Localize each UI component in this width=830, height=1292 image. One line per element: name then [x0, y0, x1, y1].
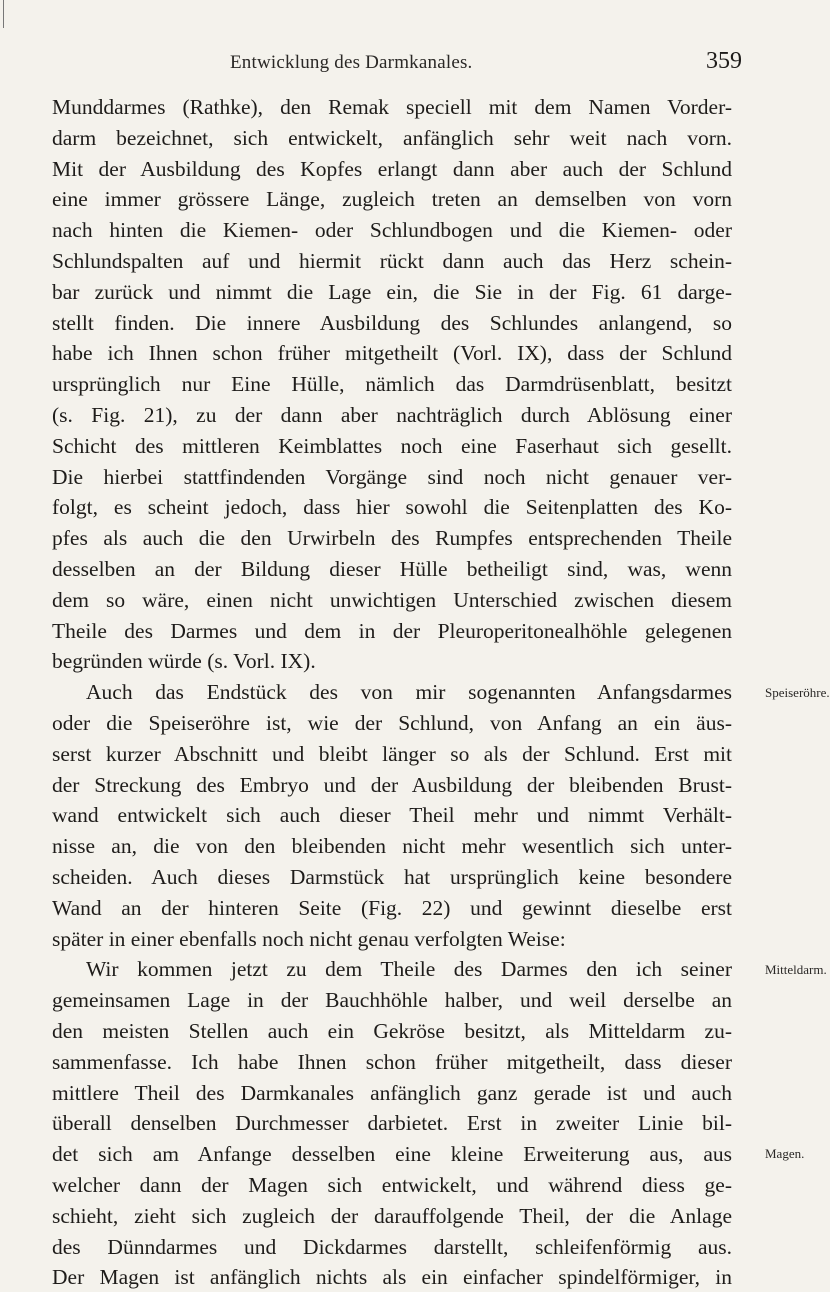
text-line: nach hinten die Kiemen- oder Schlundbogen und die Kiemen- oder	[52, 218, 732, 243]
text-line: Schlundspalten auf und hiermit rückt dann auch das Herz schein-	[52, 249, 732, 273]
text-line: stellt finden. Die innere Ausbildung des Schlundes anlangend, so	[52, 310, 732, 335]
text-line: nisse an, die von den bleibenden nicht mehr wesentlich sich unter-	[52, 834, 732, 859]
text-line: sammenfasse. Ich habe Ihnen schon früher mitgetheilt, dass dieser	[52, 1049, 732, 1074]
text-line: gemeinsamen Lage in der Bauchhöhle halber, und weil derselbe an	[52, 988, 732, 1013]
text-line: Mit der Ausbildung des Kopfes erlangt dann aber auch der Schlund	[52, 156, 732, 181]
text-line: den meisten Stellen auch ein Gekröse besitzt, als Mitteldarm zu-	[52, 1019, 732, 1043]
page-number: 359	[706, 48, 742, 74]
text-line: Die hierbei stattfindenden Vorgänge sind noch nicht genauer ver-	[52, 464, 732, 489]
text-line: desselben an der Bildung dieser Hülle betheiligt sind, was, wenn	[52, 557, 732, 581]
text-line: folgt, es scheint jedoch, dass hier sowohl die Seitenplatten des Ko-	[52, 495, 732, 520]
text-line: Der Magen ist anfänglich nichts als ein einfacher spindelförmiger, in	[52, 1265, 732, 1290]
margin-note-speiserohre: Speiseröhre.	[765, 685, 830, 700]
text-line: des Dünndarmes und Dickdarmes darstellt, schleifenförmig aus.	[52, 1234, 732, 1259]
text-line: Munddarmes (Rathke), den Remak speciell mit dem Namen Vorder-	[52, 95, 732, 119]
text-line: dem so wäre, einen nicht unwichtigen Unterschied zwischen diesem	[52, 587, 732, 612]
page-header	[230, 48, 750, 82]
text-line: Schicht des mittleren Keimblattes noch eine Faserhaut sich gesellt.	[52, 433, 732, 458]
margin-note-magen: Magen.	[765, 1146, 805, 1161]
text-line: Auch das Endstück des von mir sogenannten Anfangsdarmes	[86, 680, 732, 705]
text-line: Wir kommen jetzt zu dem Theile des Darmes den ich seiner	[86, 957, 732, 982]
text-line: wand entwickelt sich auch dieser Theil mehr und nimmt Verhält-	[52, 803, 732, 828]
text-line: Wand an der hinteren Seite (Fig. 22) und gewinnt dieselbe erst	[52, 895, 732, 920]
page-edge-line	[3, 0, 4, 28]
text-line: det sich am Anfange desselben eine kleine Erweiterung aus, aus	[52, 1142, 732, 1167]
text-line: serst kurzer Abschnitt und bleibt länger so als der Schlund. Erst mit	[52, 741, 732, 766]
text-line: später in einer ebenfalls noch nicht genau verfolgten Weise:	[52, 926, 566, 951]
margin-note-mitteldarm: Mitteldarm.	[765, 962, 827, 977]
text-line: mittlere Theil des Darmkanales anfänglich ganz gerade ist und auch	[52, 1080, 732, 1105]
text-line: eine immer grössere Länge, zugleich treten an demselben von vorn	[52, 187, 732, 212]
text-line: pfes als auch die den Urwirbeln des Rumpfes entsprechenden Theile	[52, 526, 732, 551]
text-line: begründen würde (s. Vorl. IX).	[52, 649, 316, 674]
text-line: überall denselben Durchmesser darbietet. Erst in zweiter Linie bil-	[52, 1111, 732, 1136]
running-head: Entwicklung des Darmkanales.	[230, 52, 473, 73]
text-line: schieht, zieht sich zugleich der darauffolgende Theil, der die Anlage	[52, 1203, 732, 1228]
text-line: der Streckung des Embryo und der Ausbildung der bleibenden Brust-	[52, 772, 732, 797]
text-line: oder die Speiseröhre ist, wie der Schlund, von Anfang an ein äus-	[52, 711, 732, 735]
text-line: bar zurück und nimmt die Lage ein, die Sie in der Fig. 61 darge-	[52, 279, 732, 304]
text-line: darm bezeichnet, sich entwickelt, anfänglich sehr weit nach vorn.	[52, 125, 732, 150]
text-line: scheiden. Auch dieses Darmstück hat ursprünglich keine besondere	[52, 865, 732, 889]
text-line: (s. Fig. 21), zu der dann aber nachträglich durch Ablösung einer	[52, 403, 732, 427]
text-line: ursprünglich nur Eine Hülle, nämlich das Darmdrüsenblatt, besitzt	[52, 372, 732, 397]
text-line: Theile des Darmes und dem in der Pleuroperitonealhöhle gelegenen	[52, 618, 732, 643]
text-line: habe ich Ihnen schon früher mitgetheilt (Vorl. IX), dass der Schlund	[52, 341, 732, 366]
text-line: welcher dann der Magen sich entwickelt, und während diess ge-	[52, 1173, 732, 1197]
